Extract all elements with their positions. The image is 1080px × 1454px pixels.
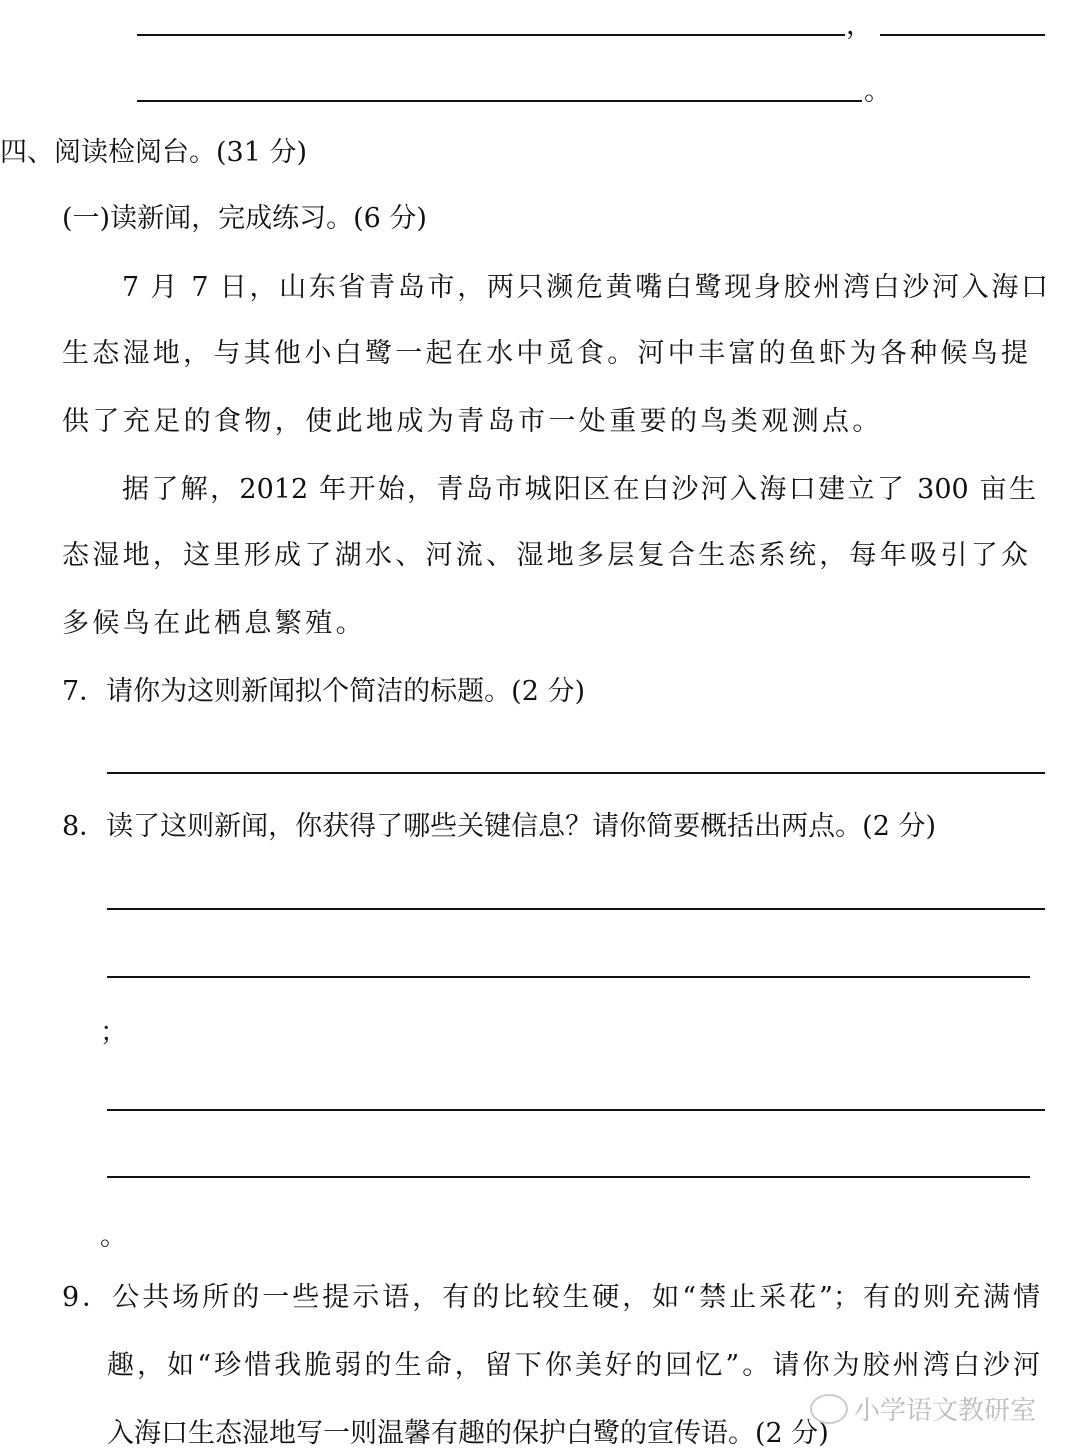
comma: ， xyxy=(846,10,873,41)
period: 。 xyxy=(864,76,891,107)
period: 。 xyxy=(100,1221,127,1252)
answer-blank[interactable] xyxy=(107,976,1030,978)
semicolon: ； xyxy=(100,1017,127,1048)
question-8: 8．读了这则新闻，你获得了哪些关键信息？请你简要概括出两点。(2 分) xyxy=(62,811,937,842)
question-9: 9．公共场所的一些提示语，有的比较生硬，如“禁止采花”；有的则充满情 xyxy=(62,1282,1040,1313)
passage-line: 7 月 7 日，山东省青岛市，两只濒危黄嘴白鹭现身胶州湾白沙河入海口 xyxy=(122,272,1048,303)
section-heading: 四、阅读检阅台。(31 分) xyxy=(0,137,308,168)
answer-blank[interactable] xyxy=(137,34,845,36)
passage-line: 多候鸟在此栖息繁殖。 xyxy=(62,608,366,639)
wechat-icon xyxy=(810,1394,848,1424)
answer-blank[interactable] xyxy=(880,34,1045,36)
watermark-text: 小学语文教研室 xyxy=(854,1396,1037,1426)
question-7: 7．请你为这则新闻拟个简洁的标题。(2 分) xyxy=(62,676,586,707)
answer-blank[interactable] xyxy=(107,1109,1045,1111)
answer-blank[interactable] xyxy=(107,908,1045,910)
question-9: 入海口生态湿地写一则温馨有趣的保护白鹭的宣传语。(2 分) xyxy=(107,1418,829,1449)
subsection-heading: (一)读新闻，完成练习。(6 分) xyxy=(62,203,427,234)
passage-line: 据了解，2012 年开始，青岛市城阳区在白沙河入海口建立了 300 亩生 xyxy=(122,474,1036,505)
watermark xyxy=(810,1390,1036,1427)
passage-line: 态湿地，这里形成了湖水、河流、湿地多层复合生态系统，每年吸引了众 xyxy=(62,540,1028,571)
question-9: 趣，如“珍惜我脆弱的生命，留下你美好的回忆”。请你为胶州湾白沙河 xyxy=(107,1350,1040,1381)
answer-blank[interactable] xyxy=(137,100,862,102)
answer-blank[interactable] xyxy=(107,772,1045,774)
passage-line: 供了充足的食物，使此地成为青岛市一处重要的鸟类观测点。 xyxy=(62,406,883,437)
passage-line: 生态湿地，与其他小白鹭一起在水中觅食。河中丰富的鱼虾为各种候鸟提 xyxy=(62,338,1028,369)
answer-blank[interactable] xyxy=(107,1176,1030,1178)
